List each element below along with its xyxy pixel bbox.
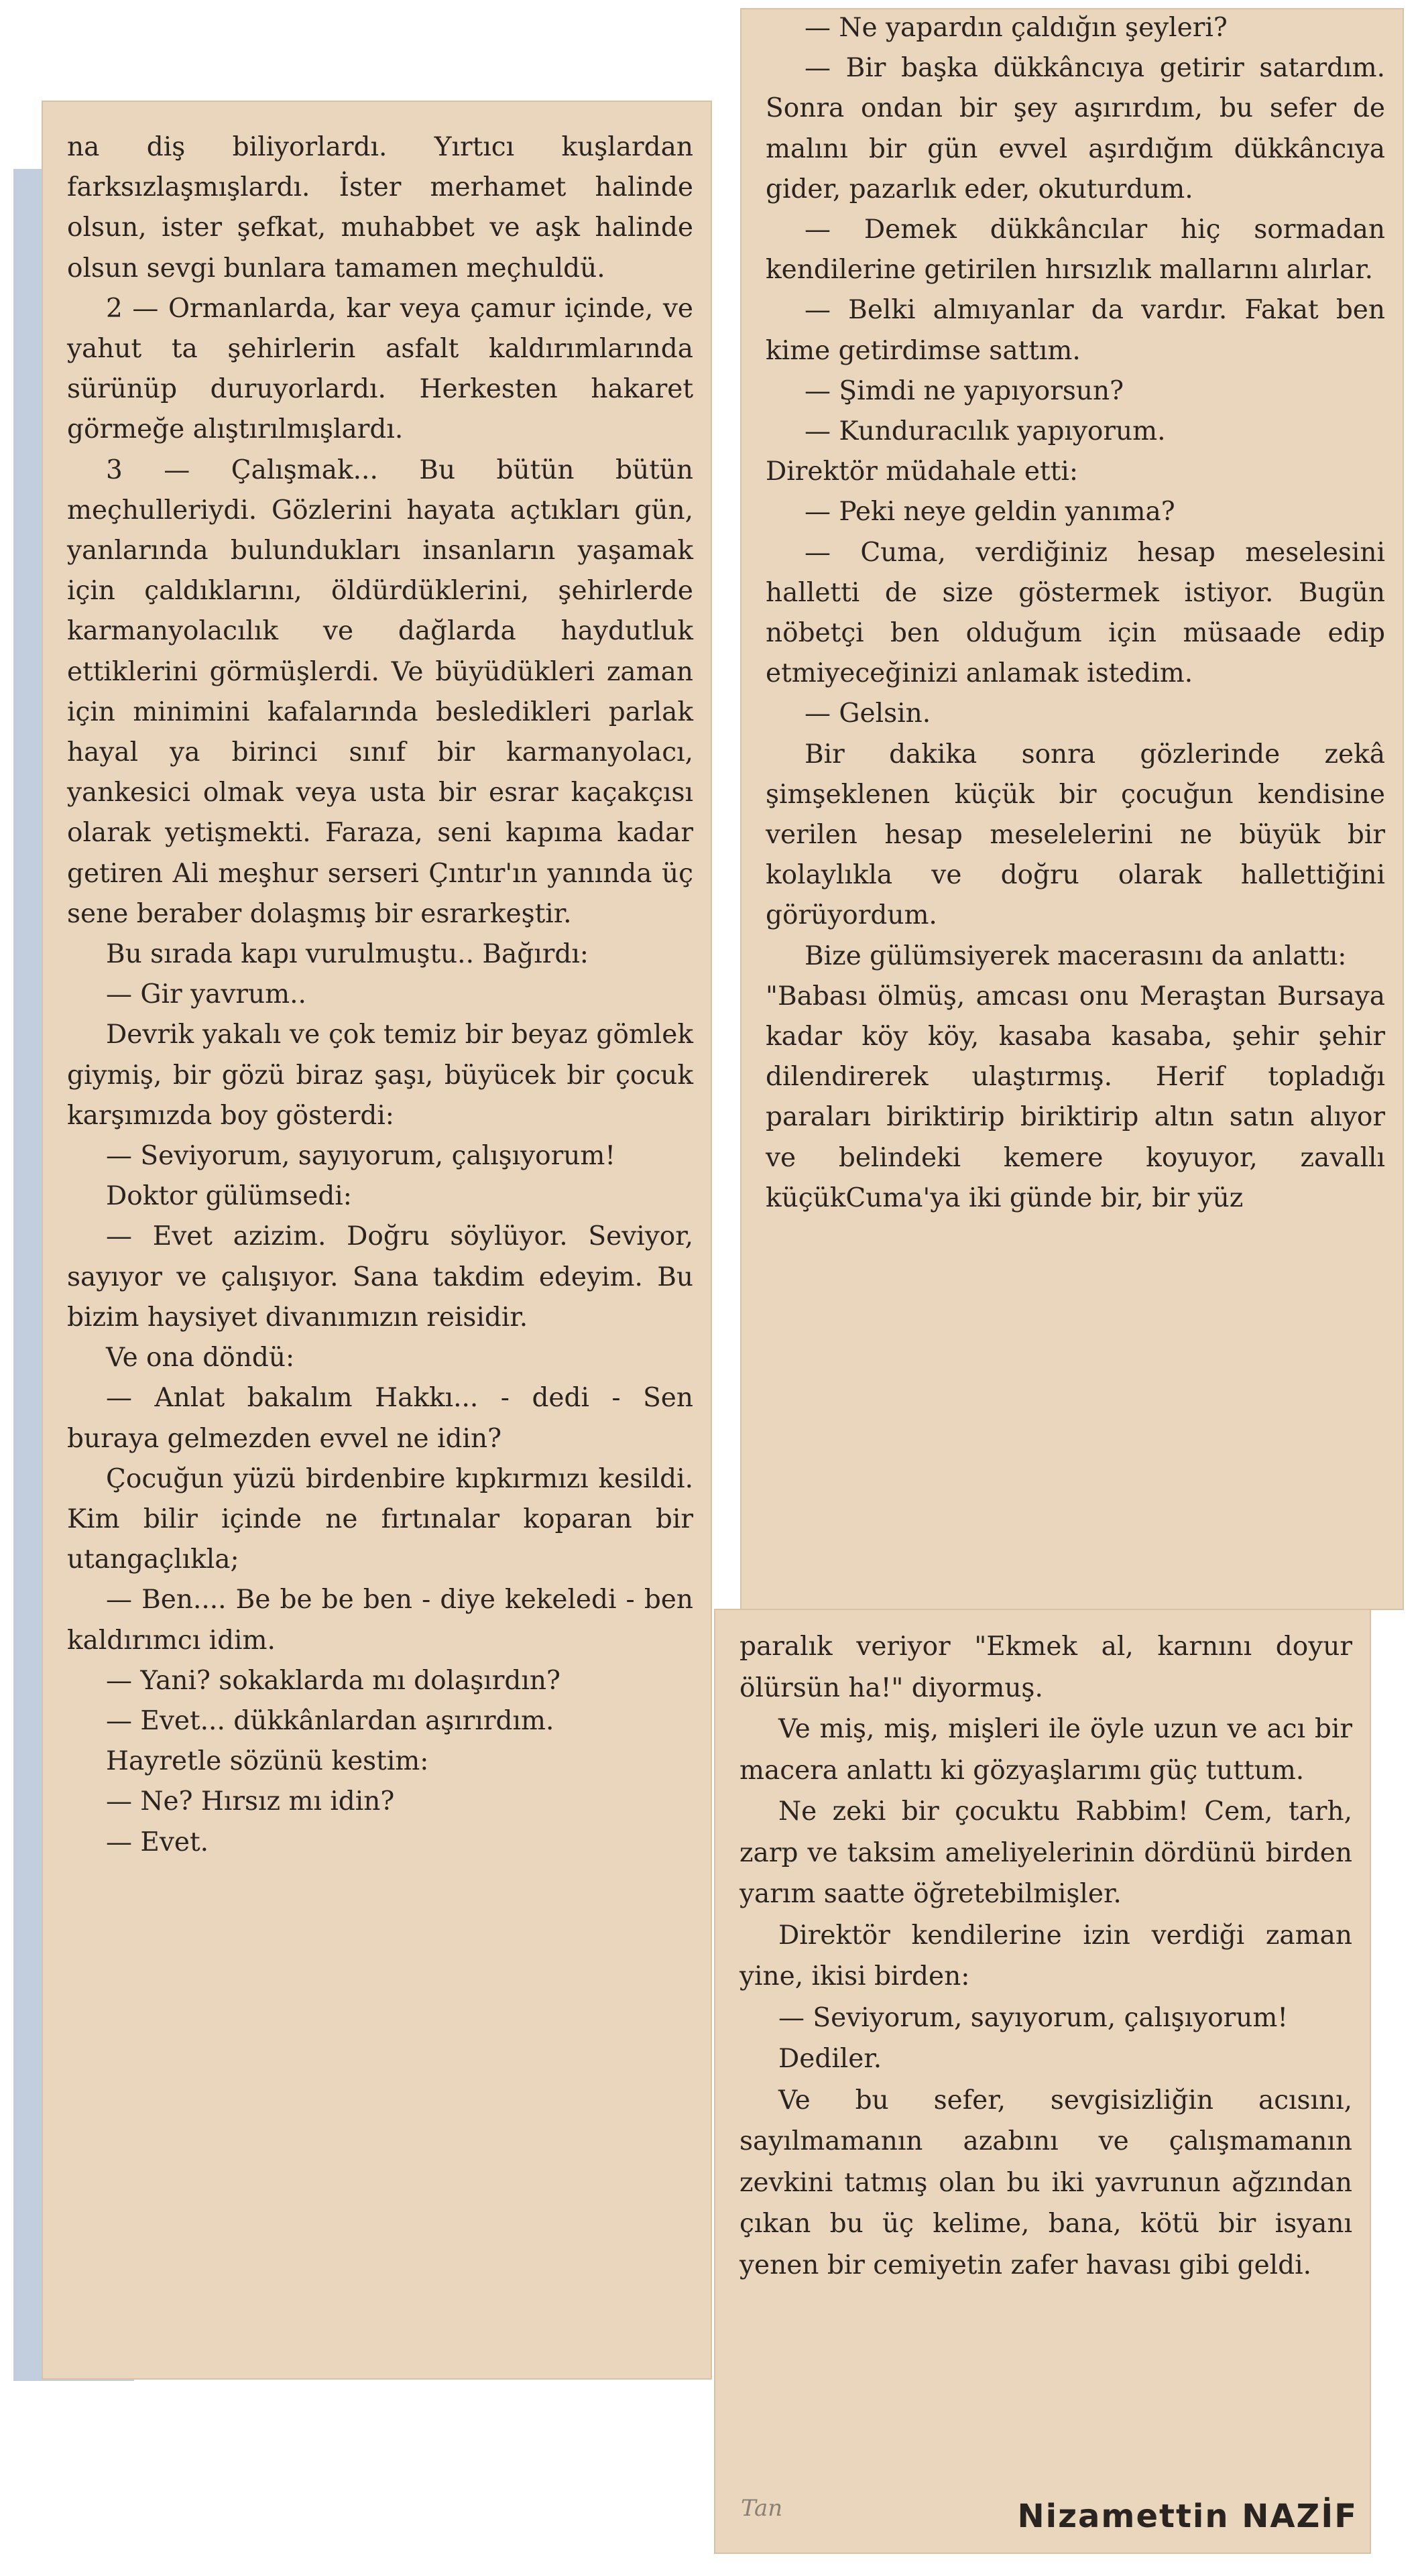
clipping-right-top-column	[740, 8, 1404, 1610]
paragraph: — Bir başka dükkâncıya getirir satardım. Sonra ondan bir şey aşırırdım, bu sefer de malını bir gün evvel aşırdığım dükkâncıya gider, pazarlık eder, okuturdum.	[766, 53, 1385, 204]
paragraph: Ve ona döndü:	[106, 1343, 295, 1373]
paragraph: Bu sırada kapı vurulmuştu.. Bağırdı:	[106, 939, 589, 970]
handwritten-note: Tan	[741, 2495, 783, 2522]
clipping-right-bottom-column	[714, 1609, 1371, 2554]
paragraph: 2 — Ormanlarda, kar veya çamur içinde, ve yahut ta şehirlerin asfalt kaldırımlarında sürünüp duruyorlardı. Herkesten hakaret görmeğe alıştırılmışlardı.	[67, 293, 693, 445]
paragraph: Bir dakika sonra gözlerinde zekâ şimşeklenen küçük bir çocuğun kendisine verilen hesap meselelerini ne büyük bir kolaylıkla ve doğru olarak hallettiğini görüyordum.	[766, 739, 1385, 931]
paragraph: — Gir yavrum..	[106, 979, 306, 1010]
paragraph: Direktör kendilerine izin verdiği zaman yine, ikisi birden:	[739, 1920, 1352, 1991]
paragraph: Ve miş, miş, mişleri ile öyle uzun ve acı bir macera anlattı ki gözyaşlarımı güç tuttum.	[739, 1714, 1352, 1786]
paragraph: Çocuğun yüzü birdenbire kıpkırmızı kesildi. Kim bilir içinde ne fırtınalar koparan bir utangaçlıkla;	[67, 1463, 693, 1575]
paragraph: — Seviyorum, sayıyorum, çalışıyorum!	[106, 1141, 616, 1172]
paragraph: — Peki neye geldin yanıma?	[805, 497, 1175, 528]
left-column-text	[67, 127, 693, 1863]
paragraph: na diş biliyorlardı. Yırtıcı kuşlardan farksızlaşmışlardı. İster merhamet halinde olsun, ister şefkat, muhabbet ve aşk halinde olsun sevgi bunlara tamamen meçhuldü.	[67, 132, 693, 284]
paragraph: — Evet.	[106, 1827, 209, 1857]
paragraph: — Belki almıyanlar da vardır. Fakat ben kime getirdimse sattım.	[766, 295, 1385, 366]
byline-row	[714, 2488, 1371, 2549]
paragraph: — Ne? Hırsız mı idin?	[106, 1786, 395, 1817]
right-top-column-text	[766, 8, 1385, 1219]
paragraph: — Cuma, verdiğiniz hesap meselesini halletti de size göstermek istiyor. Bugün nöbetçi ben olduğum için müsaade edip etmiyeceğinizi anlamak istedim.	[766, 537, 1385, 689]
paragraph: Direktör müdahale etti:	[766, 456, 1078, 487]
paragraph: — Demek dükkâncılar hiç sormadan kendilerine getirilen hırsızlık mallarını alırlar.	[766, 214, 1385, 286]
clipping-left-column	[42, 101, 712, 2380]
paragraph: — Kunduracılık yapıyorum.	[805, 416, 1166, 447]
paragraph: Ne zeki bir çocuktu Rabbim! Cem, tarh, zarp ve taksim ameliyelerinin dördünü birden yarım saatte öğretebilmişler.	[739, 1796, 1352, 1909]
paragraph: Dediler.	[778, 2044, 882, 2074]
paragraph: — Ne yapardın çaldığın şeyleri?	[805, 13, 1228, 43]
paragraph: — Seviyorum, sayıyorum, çalışıyorum!	[778, 2002, 1289, 2033]
paragraph: — Anlat bakalım Hakkı... - dedi - Sen buraya gelmezden evvel ne idin?	[67, 1383, 693, 1454]
paragraph: — Gelsin.	[805, 698, 931, 729]
paragraph: Bize gülümsiyerek macerasını da anlattı:	[805, 940, 1347, 971]
paragraph: paralık veriyor "Ekmek al, karnını doyur ölürsün ha!" diyormuş.	[739, 1632, 1352, 1703]
paragraph: — Ben.... Be be be ben - diye kekeledi - ben kaldırımcı idim.	[67, 1585, 693, 1656]
paragraph: 3 — Çalışmak... Bu bütün bütün meçhulleriydi. Gözlerini hayata açtıkları gün, yanlarında bulundukları insanların yaşamak için çaldıklarını, öldürdüklerini, şehirlerde karmanyolacılık ve dağlarda haydutluk ettiklerini görmüşlerdi. Ve büyüdükleri zaman için minimini kafalarında besledikleri parlak hayal ya birinci sınıf bir karmanyolacı, yankesici olmak veya usta bir esrar kaçakçısı olarak yetişmekti. Faraza, seni kapıma kadar getiren Ali meşhur serseri Çıntır'ın yanında üç sene beraber dolaşmış bir esrarkeştir.	[67, 454, 693, 929]
right-bottom-column-text	[739, 1626, 1352, 2286]
paragraph: Hayretle sözünü kestim:	[106, 1746, 429, 1777]
paragraph: — Yani? sokaklarda mı dolaşırdın?	[106, 1665, 560, 1696]
paragraph: Devrik yakalı ve çok temiz bir beyaz gömlek giymiş, bir gözü biraz şaşı, büyücek bir çocuk karşımızda boy gösterdi:	[67, 1020, 693, 1131]
paragraph: — Evet azizim. Doğru söylüyor. Seviyor, sayıyor ve çalışıyor. Sana takdim edeyim. Bu bizim haysiyet divanımızın reisidir.	[67, 1221, 693, 1333]
paragraph: — Evet... dükkânlardan aşırırdım.	[106, 1705, 554, 1736]
paragraph: — Şimdi ne yapıyorsun?	[805, 375, 1124, 406]
paragraph: "Babası ölmüş, amcası onu Meraştan Bursaya kadar köy köy, kasaba kasaba, şehir şehir dilendirerek ulaştırmış. Herif topladığı paraları biriktirip biriktirip altın satın alıyor ve belindeki kemere koyuyor, zavallı küçükCuma'ya iki günde bir, bir yüz	[766, 981, 1385, 1213]
author-signature: Nizamettin NAZİF	[1017, 2498, 1358, 2535]
paragraph: Ve bu sefer, sevgisizliğin acısını, sayılmamanın azabını ve çalışmamanın zevkini tatmış olan bu iki yavrunun ağzından çıkan bu üç kelime, bana, kötü bir isyanı yenen bir cemiyetin zafer havası gibi geldi.	[739, 2085, 1352, 2280]
paragraph: Doktor gülümsedi:	[106, 1181, 352, 1212]
